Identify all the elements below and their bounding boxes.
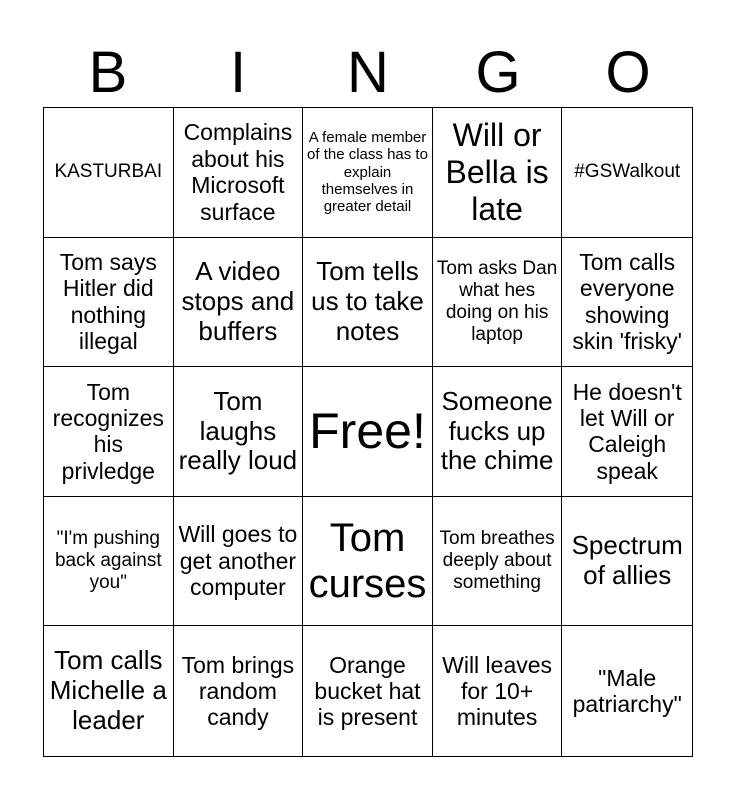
cell-text: Tom recognizes his privledge (52, 378, 164, 484)
bingo-cell[interactable] (303, 108, 433, 238)
cell-text: Spectrum of allies (571, 530, 683, 591)
bingo-cell[interactable] (303, 238, 433, 368)
cell-text: Will leaves for 10+ minutes (442, 651, 553, 731)
cell-text: He doesn't let Will or Caleigh speak (572, 378, 682, 484)
cell-text: Someone fucks up the chime (440, 385, 554, 476)
cell-text: Tom calls Michelle a leader (49, 645, 167, 736)
bingo-cell[interactable] (174, 238, 304, 368)
cell-text: A female member of the class has to explain themselves in greater detail (307, 129, 428, 216)
bingo-cell[interactable] (562, 108, 692, 238)
title-letter-g: G (475, 40, 521, 105)
bingo-cell[interactable] (562, 497, 692, 627)
bingo-cell[interactable] (44, 108, 174, 238)
cell-text: Will or Bella is late (445, 117, 549, 227)
bingo-cell[interactable] (433, 238, 563, 368)
cell-text: Will goes to get another computer (178, 521, 298, 601)
bingo-cell[interactable] (433, 626, 563, 756)
bingo-title (43, 40, 693, 106)
cell-text: A video stops and buffers (181, 256, 295, 346)
bingo-cell[interactable] (303, 626, 433, 756)
bingo-cell[interactable] (303, 497, 433, 627)
cell-text: "Male patriarchy" (572, 664, 682, 718)
bingo-cell[interactable] (562, 367, 692, 497)
bingo-cell[interactable] (174, 497, 304, 627)
cell-text: Tom brings random candy (181, 651, 295, 731)
cell-text: KASTURBAI (54, 161, 163, 183)
bingo-cell[interactable] (174, 108, 304, 238)
bingo-cell[interactable] (174, 367, 304, 497)
cell-text: Complains about his Microsoft surface (183, 119, 293, 225)
title-letter-b: B (88, 40, 128, 105)
bingo-cell[interactable] (44, 238, 174, 368)
bingo-cell[interactable] (44, 497, 174, 627)
title-letter-n: N (347, 40, 389, 105)
cell-text: Tom breathes deeply about something (439, 528, 555, 594)
cell-text: Tom tells us to take notes (311, 256, 424, 346)
title-letter-o: O (605, 40, 651, 105)
cell-text: Tom calls everyone showing skin 'frisky' (572, 249, 683, 355)
cell-text: "I'm pushing back against you" (54, 528, 162, 594)
cell-text: Tom curses (308, 516, 427, 607)
free-space-label: Free! (309, 402, 426, 459)
bingo-cell[interactable] (433, 108, 563, 238)
bingo-cell[interactable] (562, 626, 692, 756)
bingo-cell[interactable] (433, 497, 563, 627)
free-space-cell[interactable] (303, 367, 433, 497)
bingo-cell[interactable] (174, 626, 304, 756)
cell-text: Tom says Hitler did nothing illegal (59, 249, 157, 355)
bingo-cell[interactable] (44, 626, 174, 756)
cell-text: Tom laughs really loud (178, 385, 298, 476)
cell-text: Orange bucket hat is present (314, 651, 421, 731)
cell-text: Tom asks Dan what hes doing on his laptop (436, 258, 558, 345)
bingo-board (43, 107, 693, 757)
bingo-cell[interactable] (562, 238, 692, 368)
bingo-cell[interactable] (44, 367, 174, 497)
title-letter-i: I (229, 40, 247, 105)
bingo-cell[interactable] (433, 367, 563, 497)
cell-text: #GSWalkout (574, 161, 681, 183)
